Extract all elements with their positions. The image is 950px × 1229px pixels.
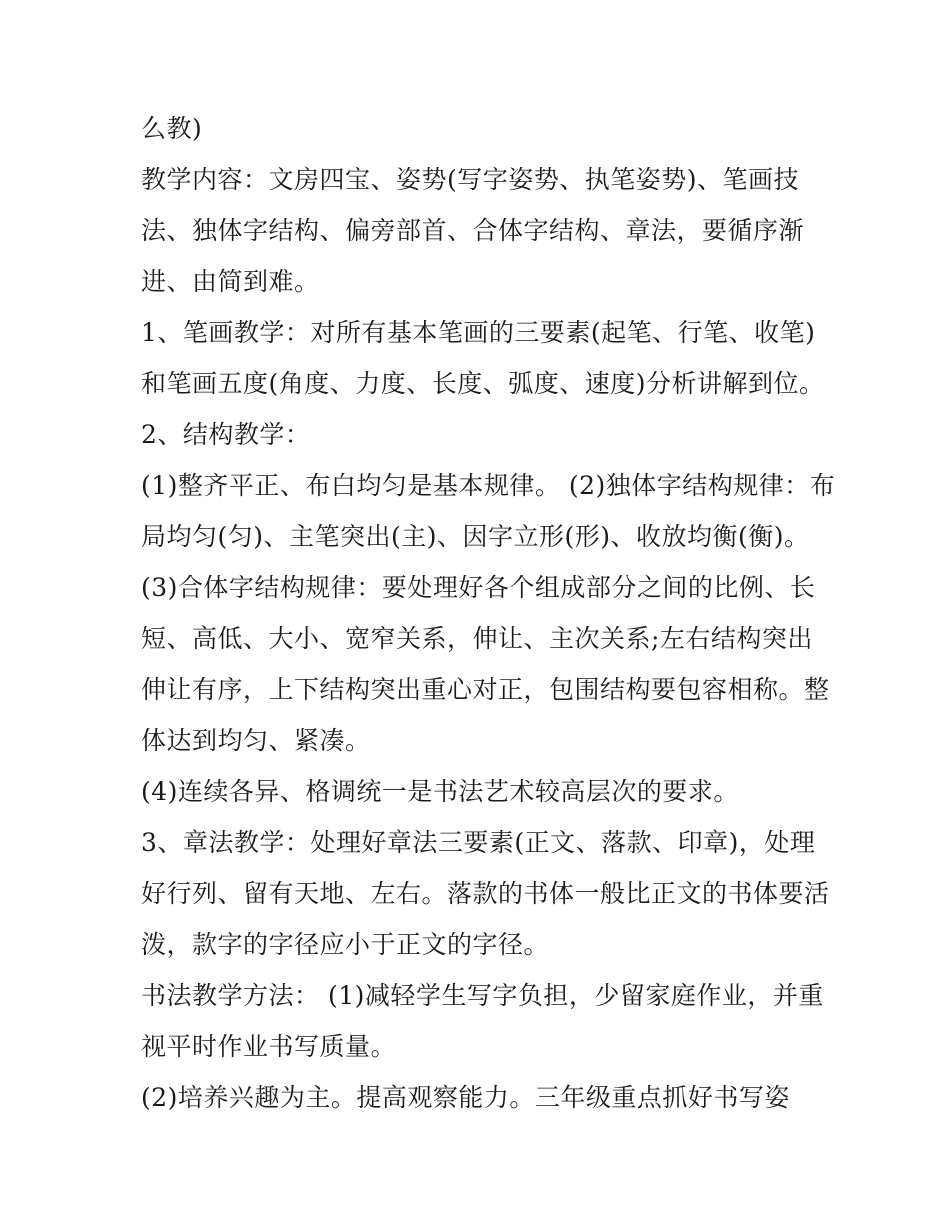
document-body: [141, 103, 836, 1123]
text-line: 2、结构教学：: [141, 420, 311, 449]
text-line: 进、由简到难。: [141, 267, 320, 296]
text-line: (4)连续各异、格调统一是书法艺术较高层次的要求。: [141, 777, 739, 806]
text-line: (2)培养兴趣为主。提高观察能力。三年级重点抓好书写姿: [141, 1083, 790, 1112]
text-line: 泼，款字的字径应小于正文的字径。: [141, 930, 550, 959]
text-line: 法、独体字结构、偏旁部首、合体字结构、章法，要循序渐: [141, 216, 805, 245]
text-line: 短、高低、大小、宽窄关系，伸让、主次关系;左右结构突出: [141, 624, 813, 653]
text-line: 书法教学方法： (1)减轻学生写字负担，少留家庭作业，并重: [141, 981, 824, 1010]
text-line: 好行列、留有天地、左右。落款的书体一般比正文的书体要活: [141, 879, 830, 908]
text-line: 伸让有序，上下结构突出重心对正，包围结构要包容相称。整: [141, 675, 830, 704]
text-line: 局均匀(匀)、主笔突出(主)、因字立形(形)、收放均衡(衡)。: [141, 522, 810, 551]
text-line: 体达到均匀、紧凑。: [141, 726, 371, 755]
text-line: 和笔画五度(角度、力度、长度、弧度、速度)分析讲解到位。: [141, 369, 825, 398]
text-line: 1、笔画教学：对所有基本笔画的三要素(起笔、行笔、收笔): [141, 318, 816, 347]
text-line: (3)合体字结构规律：要处理好各个组成部分之间的比例、长: [141, 573, 816, 602]
text-line: (1)整齐平正、布白均匀是基本规律。 (2)独体字结构规律：布: [141, 471, 836, 500]
text-line: 教学内容：文房四宝、姿势(写字姿势、执笔姿势)、笔画技: [141, 165, 800, 194]
text-line: 视平时作业书写质量。: [141, 1032, 397, 1061]
text-line: 么教): [141, 114, 203, 143]
text-line: 3、章法教学：处理好章法三要素(正文、落款、印章)，处理: [141, 828, 816, 857]
